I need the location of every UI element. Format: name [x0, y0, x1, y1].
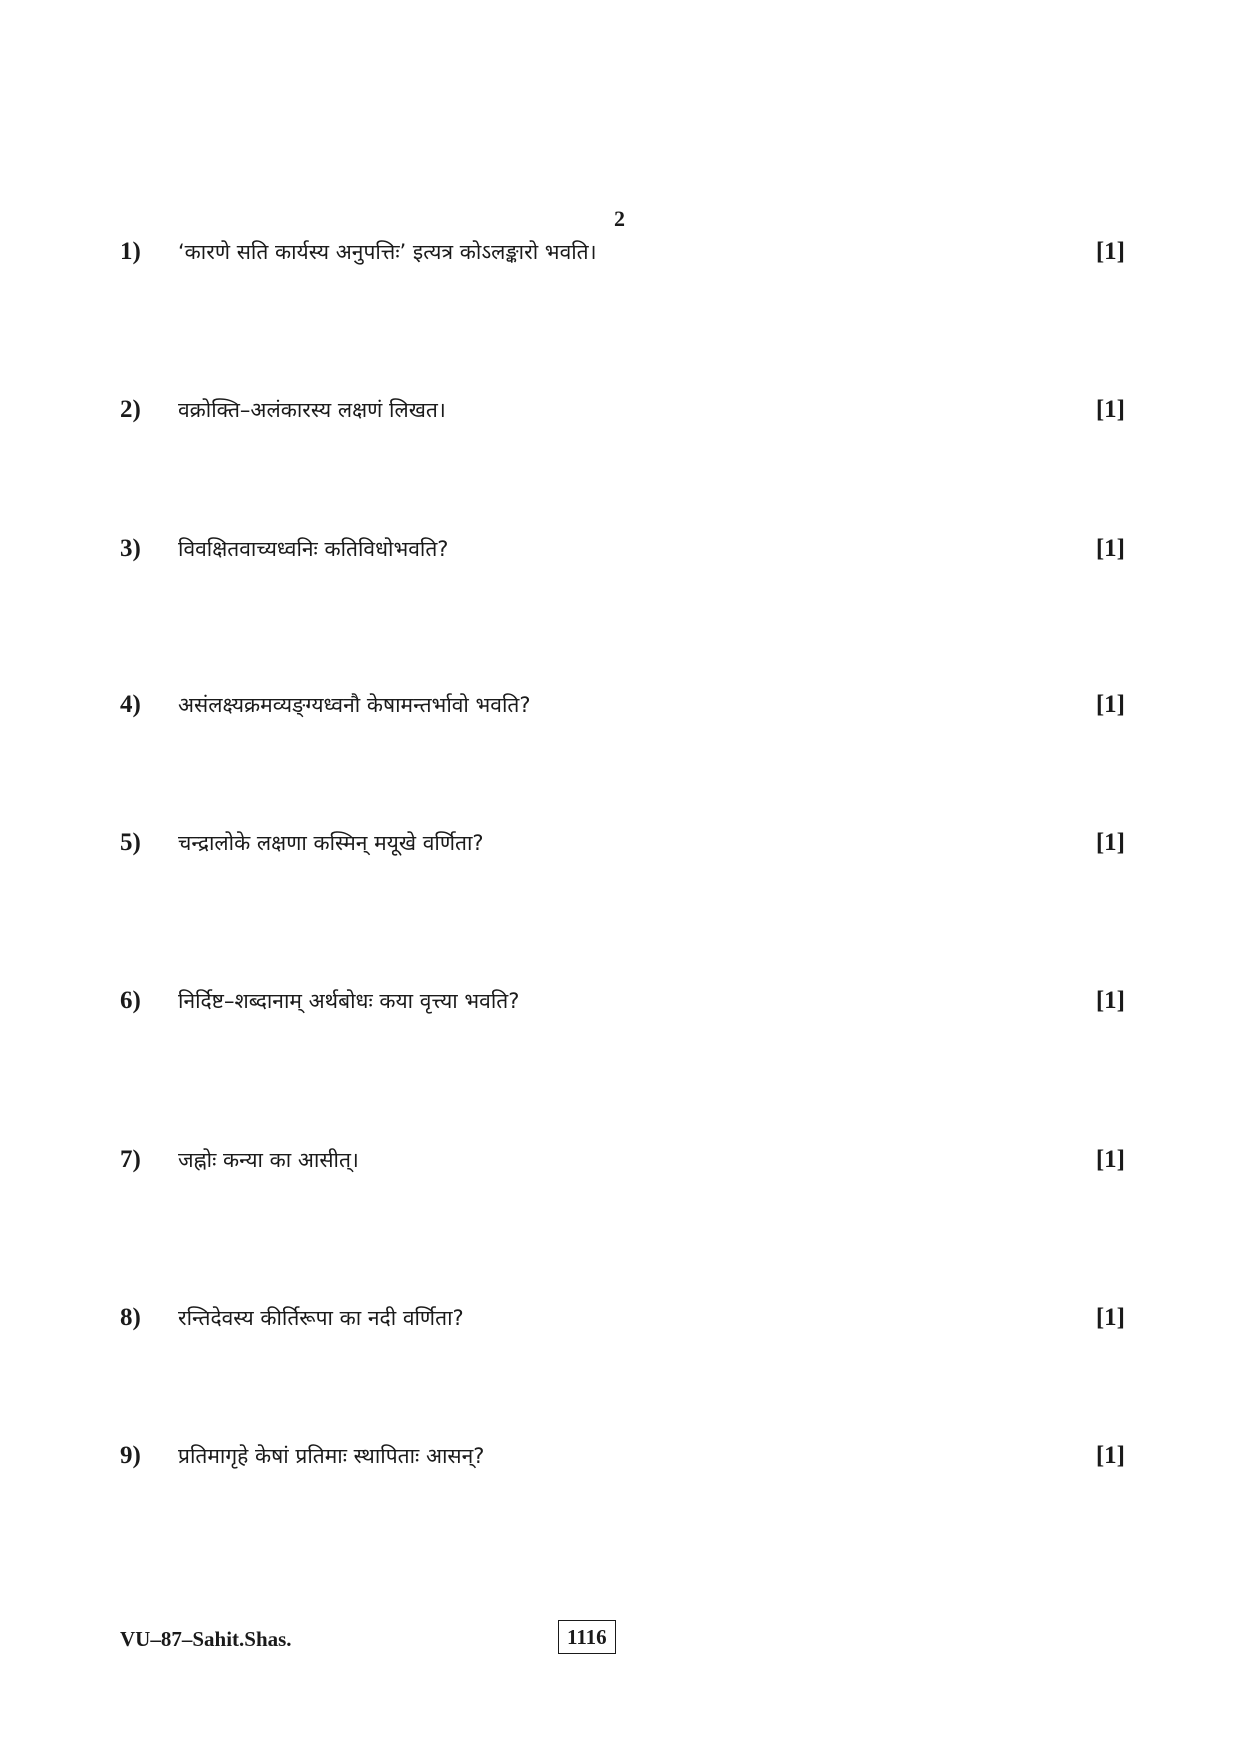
question-marks: [1] [1095, 535, 1125, 562]
question-text: विवक्षितवाच्यध्वनिः कतिविधोभवति? [178, 537, 449, 561]
question-8 [120, 1298, 1125, 1338]
paper-code: VU–87–Sahit.Shas. [120, 1627, 292, 1651]
question-number: 1) [120, 238, 141, 265]
question-4 [120, 685, 1125, 725]
question-marks: [1] [1095, 987, 1125, 1014]
question-marks: [1] [1095, 1146, 1125, 1173]
question-number: 5) [120, 829, 141, 856]
question-number: 8) [120, 1304, 141, 1331]
question-marks: [1] [1095, 691, 1125, 718]
question-1 [120, 232, 1125, 272]
question-9 [120, 1436, 1125, 1476]
paper-number-box: 1116 [558, 1620, 616, 1654]
question-number: 7) [120, 1146, 141, 1173]
question-text: वक्रोक्ति–अलंकारस्य लक्षणं लिखत। [178, 398, 446, 422]
question-text: रन्तिदेवस्य कीर्तिरूपा का नदी वर्णिता? [178, 1306, 464, 1330]
question-marks: [1] [1095, 829, 1125, 856]
question-text: प्रतिमागृहे केषां प्रतिमाः स्थापिताः आसन्? [178, 1444, 485, 1468]
question-number: 6) [120, 987, 141, 1014]
question-number: 4) [120, 691, 141, 718]
question-marks: [1] [1095, 1442, 1125, 1469]
question-3 [120, 529, 1125, 569]
question-text: चन्द्रालोके लक्षणा कस्मिन् मयूखे वर्णिता? [178, 831, 484, 855]
question-number: 2) [120, 396, 141, 423]
question-7 [120, 1140, 1125, 1180]
question-marks: [1] [1095, 1304, 1125, 1331]
question-text: ‘कारणे सति कार्यस्य अनुपत्तिः’ इत्यत्र कोऽलङ्कारो भवति। [178, 240, 597, 264]
question-marks: [1] [1095, 238, 1125, 265]
question-number: 3) [120, 535, 141, 562]
question-2 [120, 390, 1125, 430]
question-text: असंलक्ष्यक्रमव्यङ्ग्यध्वनौ केषामन्तर्भावो भवति? [178, 693, 531, 717]
question-5 [120, 823, 1125, 863]
question-6 [120, 981, 1125, 1021]
question-number: 9) [120, 1442, 141, 1469]
page-number: 2 [614, 206, 625, 231]
question-text: निर्दिष्ट–शब्दानाम् अर्थबोधः कया वृत्त्या भवति? [178, 989, 520, 1013]
question-marks: [1] [1095, 396, 1125, 423]
question-text: जह्नोः कन्या का आसीत्। [178, 1148, 359, 1172]
